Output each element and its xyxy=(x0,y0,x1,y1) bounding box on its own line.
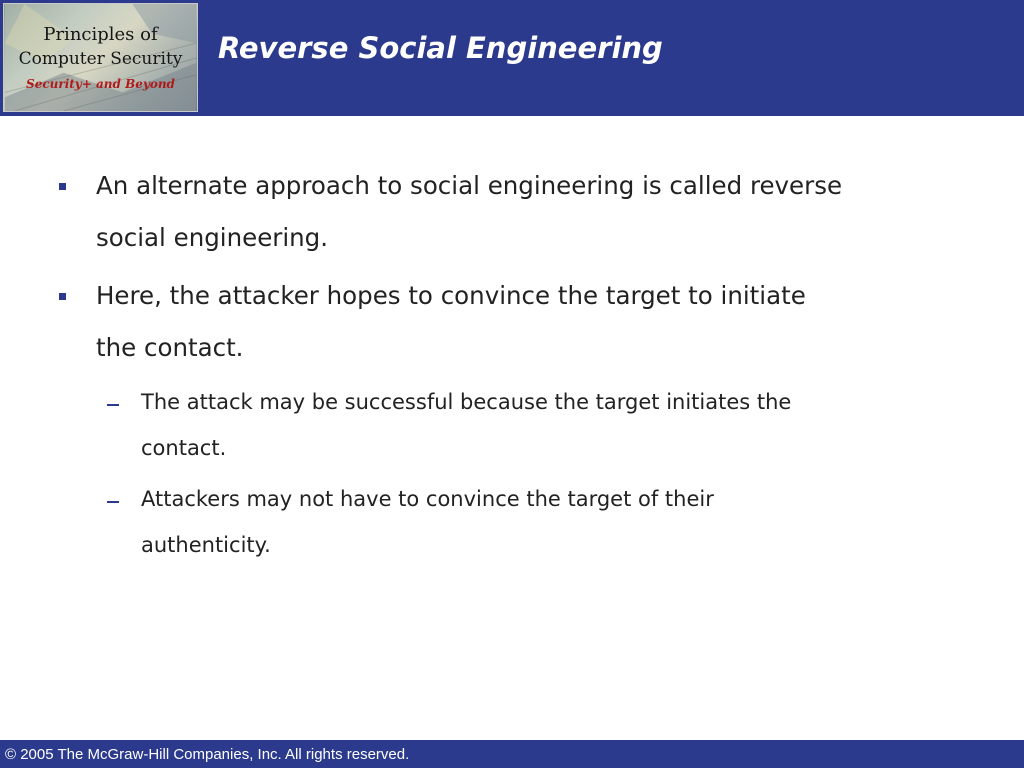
logo-subtitle: Security+ and Beyond xyxy=(26,77,175,91)
sub-bullet-line: Attackers may not have to convince the target of their xyxy=(141,487,714,511)
copyright-notice: © 2005 The McGraw-Hill Companies, Inc. All rights reserved. xyxy=(5,746,410,763)
sub-bullet-line: The attack may be successful because the target initiates the xyxy=(141,390,792,414)
dash-bullet-icon xyxy=(107,501,119,503)
bullet-item xyxy=(96,160,976,264)
bullet-line: social engineering. xyxy=(96,223,329,252)
sub-bullet-item xyxy=(141,476,961,568)
slide-title: Reverse Social Engineering xyxy=(218,31,663,65)
bullet-item xyxy=(96,270,976,374)
sub-bullet-item xyxy=(141,379,961,471)
book-logo xyxy=(3,3,198,112)
logo-title-line1: Principles of xyxy=(43,24,158,45)
square-bullet-icon xyxy=(59,183,66,190)
logo-title-line2: Computer Security xyxy=(18,49,183,69)
bullet-line: An alternate approach to social engineering is called reverse xyxy=(96,171,843,200)
bullet-line: Here, the attacker hopes to convince the target to initiate xyxy=(96,281,806,310)
square-bullet-icon xyxy=(59,293,66,300)
slide-footer xyxy=(0,740,1024,768)
bullet-line: the contact. xyxy=(96,333,244,362)
dash-bullet-icon xyxy=(107,404,119,406)
sub-bullet-line: authenticity. xyxy=(141,533,271,557)
slide-header xyxy=(0,0,1024,116)
sub-bullet-line: contact. xyxy=(141,436,227,460)
